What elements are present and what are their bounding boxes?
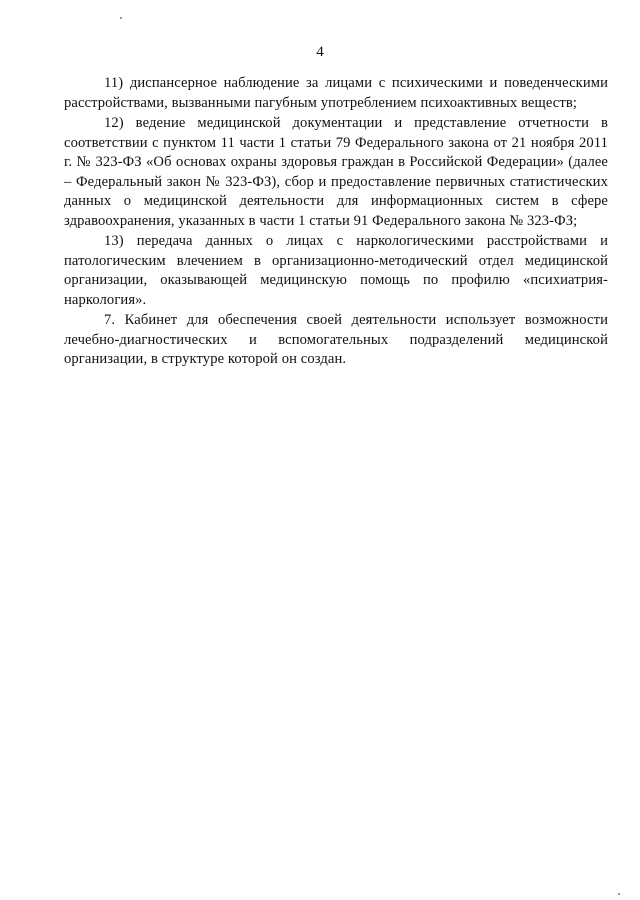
scan-speck <box>618 893 620 895</box>
scan-speck <box>120 17 122 19</box>
page-number: 4 <box>316 44 324 60</box>
document-body <box>64 74 608 370</box>
list-item-11: 11) диспансерное наблюдение за лицами с психическими и поведенческими расстройствами, вызванными пагубным употреблением психоактивных веществ; <box>64 75 608 111</box>
clause-7: 7. Кабинет для обеспечения своей деятельности использует возможности лечебно-диагностических и вспомогательных подразделений медицинской организации, в структуре которой он создан. <box>64 312 608 367</box>
list-item-12: 12) ведение медицинской документации и представление отчетности в соответствии с пунктом 11 части 1 статьи 79 Федерального закона от 21 ноября 2011 г. № 323-ФЗ «Об основах охраны здоровья граждан в Российской Федерации» (далее – Федеральный закон № 323-ФЗ), сбор и предоставление первичных статистических данных о медицинской деятельности для информационных систем в сфере здравоохранения, указанных в части 1 статьи 91 Федерального закона № 323-ФЗ; <box>64 115 608 229</box>
list-item-13: 13) передача данных о лицах с наркологическими расстройствами и патологическим влечением в организационно-методический отдел медицинской организации, оказывающей медицинскую помощь по профилю «психиатрия-наркология». <box>64 233 608 308</box>
